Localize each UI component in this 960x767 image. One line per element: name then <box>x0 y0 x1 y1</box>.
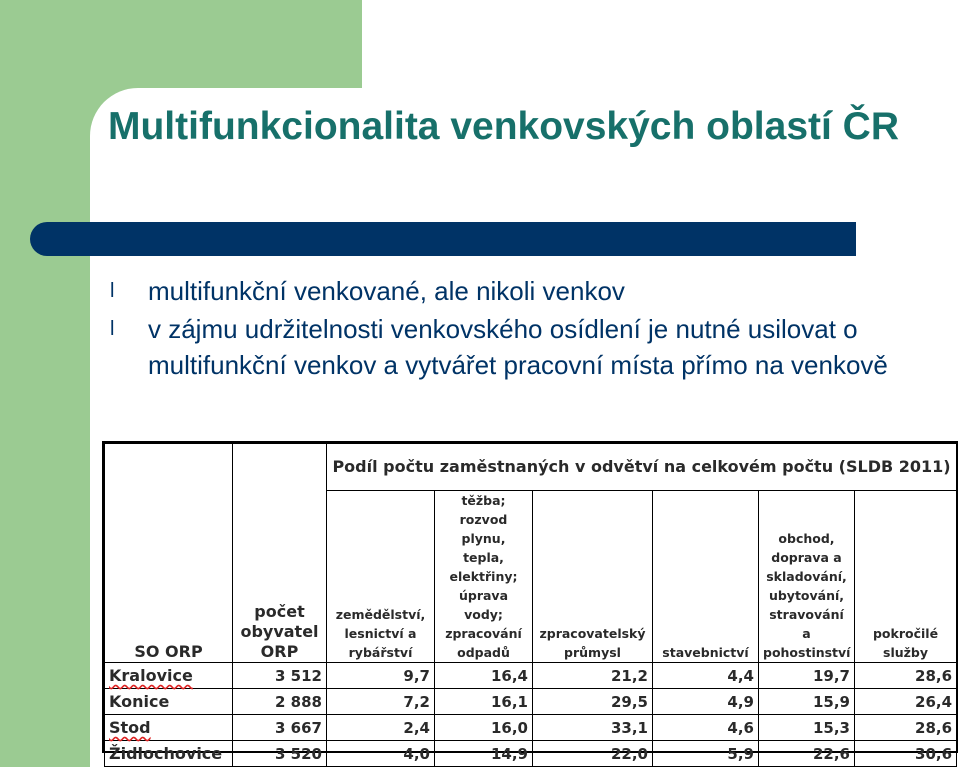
row-value: 30,6 <box>855 741 957 767</box>
table-row <box>105 741 957 767</box>
row-value: 33,1 <box>533 715 653 741</box>
row-value: 9,7 <box>327 663 435 689</box>
row-value: 19,7 <box>759 663 855 689</box>
row-value: 15,3 <box>759 715 855 741</box>
row-value: 15,9 <box>759 689 855 715</box>
row-value: 4,4 <box>653 663 759 689</box>
row-value: 4,0 <box>327 741 435 767</box>
title-divider-bar <box>30 222 856 256</box>
bullet-item <box>106 273 936 309</box>
row-population: 2 888 <box>233 689 327 715</box>
row-name: Židlochovice <box>109 744 223 763</box>
header-population: počet obyvatel ORP <box>233 444 327 663</box>
row-value: 5,9 <box>653 741 759 767</box>
row-value: 4,9 <box>653 689 759 715</box>
header-sector: těžba; rozvod plynu, tepla, elektřiny; úprava vody; zpracování odpadů <box>435 491 533 663</box>
bullet-item <box>106 311 936 383</box>
row-value: 16,4 <box>435 663 533 689</box>
employment-table-container <box>102 441 958 763</box>
table-caption: Podíl počtu zaměstnaných v odvětví na celkovém počtu (SLDB 2011) <box>327 444 957 491</box>
row-population: 3 512 <box>233 663 327 689</box>
bullet-text: multifunkční venkované, ale nikoli venkov <box>148 276 625 306</box>
row-value: 26,4 <box>855 689 957 715</box>
table-row <box>105 715 957 741</box>
employment-table <box>104 443 957 767</box>
bullet-text: v zájmu udržitelnosti venkovského osídlení je nutné usilovat o multifunkční venkov a vytvářet pracovní místa přímo na venkově <box>148 314 888 380</box>
row-value: 4,6 <box>653 715 759 741</box>
row-population: 3 667 <box>233 715 327 741</box>
slide-title: Multifunkcionalita venkovských oblastí ČR <box>108 105 900 148</box>
row-name: Stod <box>109 718 151 737</box>
row-value: 16,1 <box>435 689 533 715</box>
row-value: 22,0 <box>533 741 653 767</box>
row-value: 16,0 <box>435 715 533 741</box>
row-population: 3 520 <box>233 741 327 767</box>
row-value: 28,6 <box>855 715 957 741</box>
row-value: 2,4 <box>327 715 435 741</box>
bullet-marker: l <box>110 280 115 302</box>
row-name: Kralovice <box>109 666 193 685</box>
header-sector: zpracovatelský průmysl <box>533 491 653 663</box>
row-name: Konice <box>109 692 170 711</box>
header-so-orp: SO ORP <box>105 444 233 663</box>
row-value: 29,5 <box>533 689 653 715</box>
header-sector: pokročilé služby <box>855 491 957 663</box>
bullet-list <box>106 273 936 385</box>
header-sector: zemědělství, lesnictví a rybářství <box>327 491 435 663</box>
row-value: 21,2 <box>533 663 653 689</box>
row-value: 22,6 <box>759 741 855 767</box>
table-row <box>105 689 957 715</box>
table-row <box>105 663 957 689</box>
row-value: 28,6 <box>855 663 957 689</box>
row-value: 14,9 <box>435 741 533 767</box>
bullet-marker: l <box>110 318 115 340</box>
header-sector: stavebnictví <box>653 491 759 663</box>
row-value: 7,2 <box>327 689 435 715</box>
header-sector: obchod, doprava a skladování, ubytování, stravování a pohostinství <box>759 491 855 663</box>
